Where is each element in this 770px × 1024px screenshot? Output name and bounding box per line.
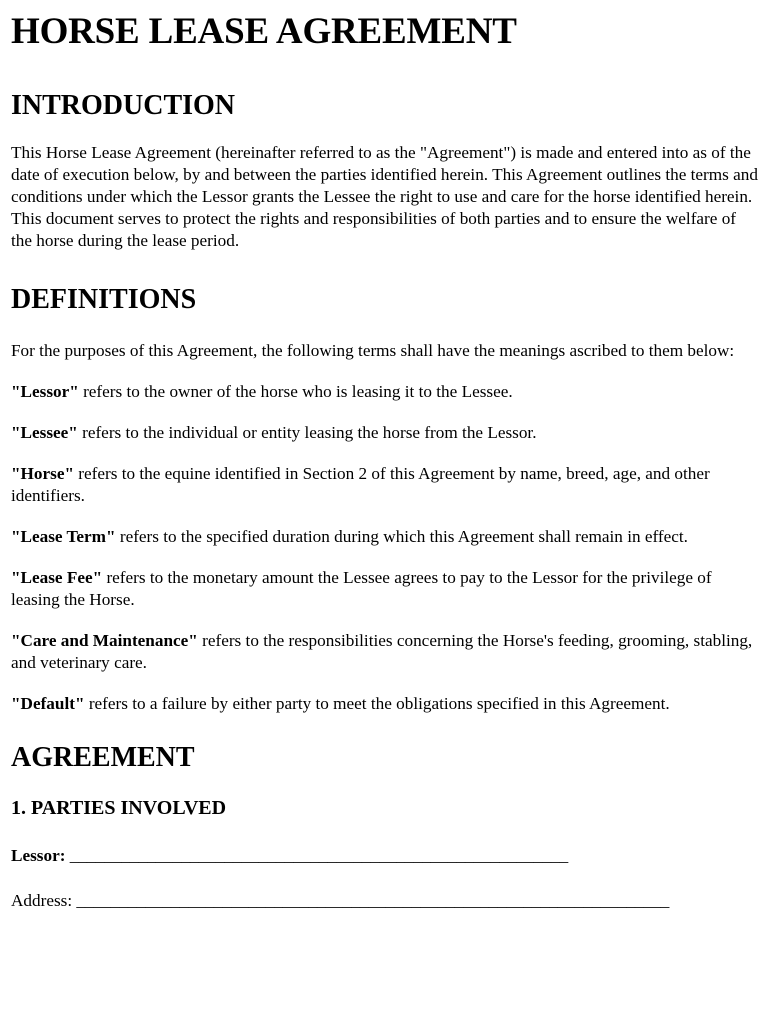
definition-care-and-maintenance — [11, 630, 758, 674]
definition-term: "Lessee" — [11, 423, 78, 442]
address-field[interactable] — [11, 890, 758, 912]
definition-text: refers to the owner of the horse who is leasing it to the Lessee. — [78, 382, 513, 401]
introduction-heading: INTRODUCTION — [11, 90, 236, 121]
lessor-field[interactable] — [11, 845, 758, 867]
address-label: Address: — [11, 891, 73, 910]
lessor-label: Lessor: — [11, 846, 66, 865]
definition-term: "Lease Term" — [11, 527, 116, 546]
lessor-blank-line[interactable]: __________________________________________________________ — [69, 846, 569, 865]
address-blank-line[interactable]: _____________________________________________________________________ — [76, 891, 670, 910]
definition-term: "Horse" — [11, 464, 74, 483]
definitions-intro: For the purposes of this Agreement, the following terms shall have the meanings ascribed to them below: — [11, 341, 735, 360]
definition-text: refers to the equine identified in Section 2 of this Agreement by name, breed, age, and other identifiers. — [11, 464, 710, 505]
definition-lease-fee — [11, 567, 758, 611]
definition-term: "Care and Maintenance" — [11, 631, 198, 650]
definition-term: "Default" — [11, 694, 85, 713]
definition-text: refers to the individual or entity leasing the horse from the Lessor. — [77, 423, 537, 442]
document-title: HORSE LEASE AGREEMENT — [11, 11, 517, 52]
definition-term: "Lease Fee" — [11, 568, 103, 587]
definition-default — [11, 693, 758, 715]
definition-lessor — [11, 381, 758, 403]
definition-text: refers to a failure by either party to meet the obligations specified in this Agreement. — [84, 694, 670, 713]
definition-lease-term — [11, 526, 758, 548]
definition-text: refers to the monetary amount the Lessee agrees to pay to the Lessor for the privilege of leasing the Horse. — [11, 568, 712, 609]
definitions-heading: DEFINITIONS — [11, 284, 197, 315]
parties-involved-heading: 1. PARTIES INVOLVED — [11, 797, 227, 819]
definition-lessee — [11, 422, 758, 444]
introduction-paragraph: This Horse Lease Agreement (hereinafter referred to as the "Agreement") is made and entered into as of the date of execution below, by and between the parties identified herein. This Agreement outlines the terms and conditions under which the Lessor grants the Lessee the right to use and care for the horse identified herein. This document serves to protect the rights and responsibilities of both parties and to ensure the welfare of the horse during the lease period. — [11, 143, 758, 250]
definition-horse — [11, 463, 758, 507]
definition-text: refers to the specified duration during which this Agreement shall remain in effect. — [115, 527, 688, 546]
definition-text: refers to the responsibilities concerning the Horse's feeding, grooming, stabling, and veterinary care. — [11, 631, 753, 672]
definition-term: "Lessor" — [11, 382, 79, 401]
agreement-heading: AGREEMENT — [11, 742, 195, 773]
